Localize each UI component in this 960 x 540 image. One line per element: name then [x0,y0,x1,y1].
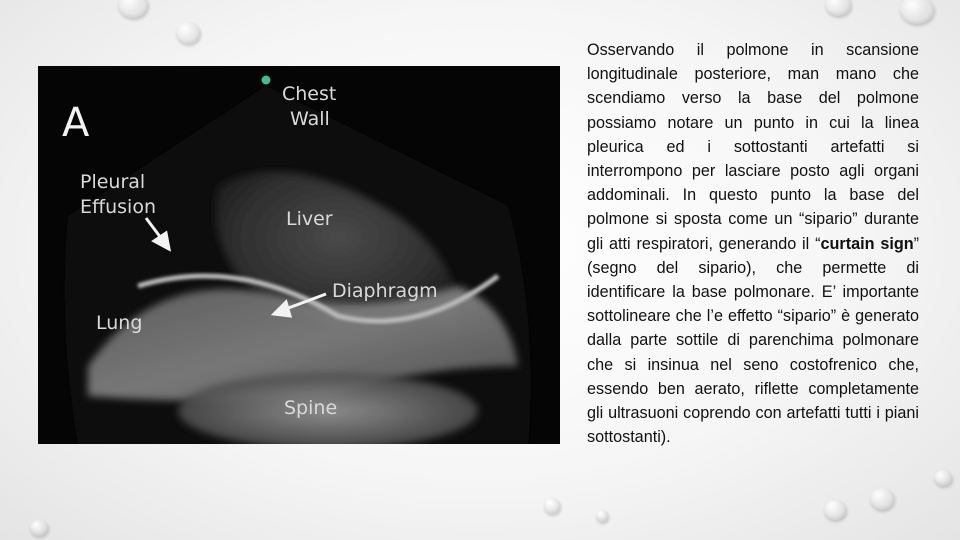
panel-letter: A [62,100,90,146]
ultrasound-image [38,66,560,444]
water-drop-decoration [824,500,846,520]
label-chest-wall-line2: Wall [290,108,330,130]
explanation-text [587,38,919,449]
label-pleural-effusion [80,170,156,220]
water-drop-decoration [900,0,934,24]
label-pleural-effusion-line1: Pleural [80,171,146,193]
label-spine: Spine [284,397,338,419]
water-drop-decoration [596,510,608,522]
water-drop-decoration [870,488,894,510]
water-drop-decoration [825,0,851,16]
text-bold-curtain-sign: curtain sign [820,234,914,253]
water-drop-decoration [934,470,952,486]
label-liver: Liver [286,208,333,230]
text-part-2: ” (segno del sipario), che permette di identificare la base polmonare. E’ importante sottolineare che l’e effetto “sipario” è generato dalla parte sottile di parenchima polmonare che si insinua nel seno costofrenico che, essendo ben aerato, riflette completamente gli ultrasuoni coprendo con artefatti tutti i piani sottostanti). [587,234,919,447]
label-pleural-effusion-line2: Effusion [80,196,156,218]
text-part-1: Osservando il polmone in scansione longitudinale posteriore, man mano che scendiamo verso la base del polmone possiamo notare un punto in cui la linea pleurica ed i sottostanti artefatti si interrompono per lasciare posto agli organi addominali. In questo punto la base del polmone si sposta come un “sipario” durante gli atti respiratori, generando il “ [587,41,919,253]
water-drop-decoration [176,22,200,44]
label-chest-wall [282,82,336,132]
label-chest-wall-line1: Chest [282,83,337,105]
water-drop-decoration [30,520,48,536]
label-diaphragm: Diaphragm [332,280,438,302]
water-drop-decoration [544,498,560,514]
label-lung: Lung [96,312,143,334]
water-drop-decoration [118,0,148,18]
